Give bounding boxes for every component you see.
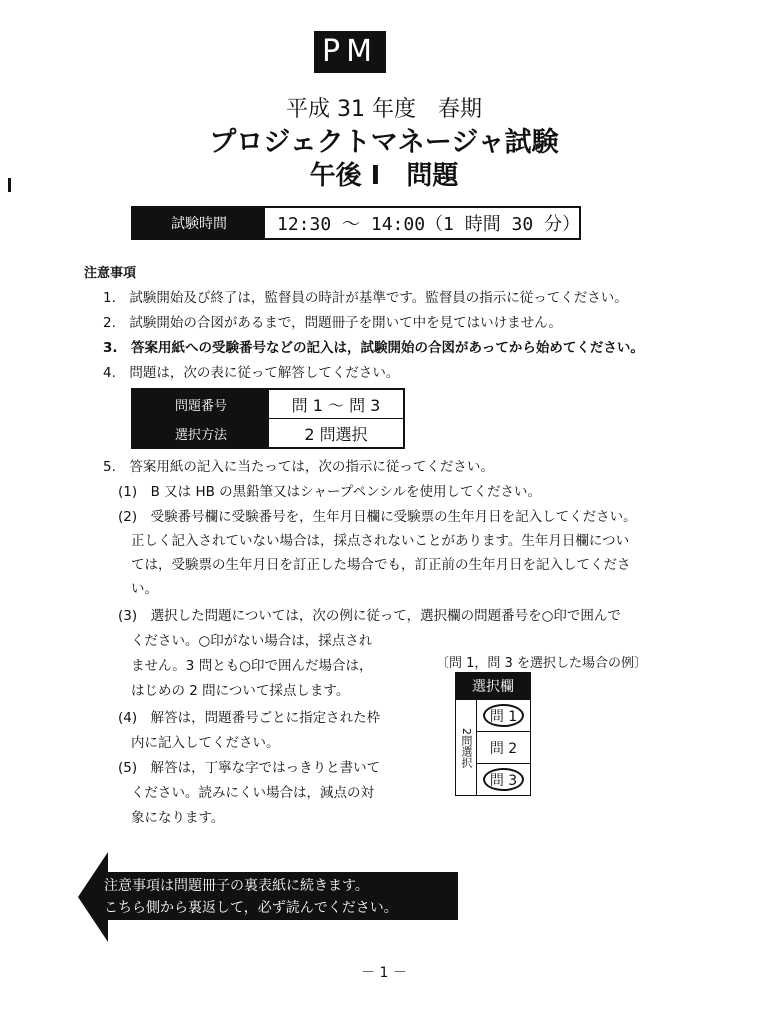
pm-badge: PM — [314, 31, 386, 73]
question-table-row — [133, 390, 403, 418]
note-1: 1. 試験開始及び終了は，監督員の時計が基準です。監督員の指示に従ってください。 — [103, 290, 628, 306]
sub-note-5c: 象になります。 — [131, 810, 225, 826]
selection-column-header: 選択欄 — [455, 672, 531, 700]
sub-note-4a: (4) 解答は，問題番号ごとに指定された枠 — [118, 710, 381, 726]
sub-note-5b: ください。読みにくい場合は，減点の対 — [131, 785, 374, 801]
selection-method-value: 2 問選択 — [304, 424, 368, 444]
note-5: 5. 答案用紙の記入に当たっては，次の指示に従ってください。 — [103, 459, 494, 475]
note-3: 3. 答案用紙への受験番号などの記入は，試験開始の合図があってから始めてください。 — [103, 340, 644, 356]
selection-side-label — [456, 700, 477, 795]
sub-note-4b: 内に記入してください。 — [131, 735, 280, 751]
example-caption: 〔問 1，問 3 を選択した場合の例〕 — [436, 656, 647, 671]
option-label: 問 2 — [489, 740, 518, 757]
option-circled — [477, 763, 530, 795]
sub-note-2d: い。 — [131, 581, 158, 597]
sub-note-2b: 正しく記入されていない場合は，採点されないことがあります。生年月日欄につい — [131, 533, 630, 549]
year-line: 平成 31 年度 春期 — [286, 97, 482, 122]
exam-time-box — [131, 206, 581, 240]
exam-time-value: 12:30 ～ 14:00（1 時間 30 分） — [277, 214, 581, 235]
exam-time-label: 試験時間 — [133, 208, 265, 238]
turn-over-notice — [104, 875, 398, 919]
selection-column — [455, 700, 531, 796]
session-title: 午後 I 問題 — [309, 161, 459, 191]
sub-note-1: (1) B 又は HB の黒鉛筆又はシャープペンシルを使用してください。 — [118, 484, 542, 500]
exam-name: プロジェクトマネージャ試験 — [209, 127, 559, 158]
sub-note-3d: はじめの 2 問について採点します。 — [131, 683, 350, 699]
selection-method-label: 選択方法 — [133, 419, 269, 447]
question-number-value: 問 1 ～ 問 3 — [291, 395, 381, 415]
question-number-label: 問題番号 — [133, 390, 269, 418]
sub-note-3a: (3) 選択した問題については，次の例に従って，選択欄の問題番号を○印で囲んで — [118, 608, 621, 624]
notes-heading: 注意事項 — [84, 266, 137, 281]
question-table — [131, 388, 405, 449]
selection-side-text: 2問選択 — [460, 727, 473, 768]
note-4: 4. 問題は，次の表に従って解答してください。 — [103, 365, 400, 381]
note-2: 2. 試験開始の合図があるまで，問題冊子を開いて中を見てはいけません。 — [103, 315, 562, 331]
option-circled — [477, 700, 530, 731]
sub-note-5a: (5) 解答は，丁寧な字ではっきりと書いて — [118, 760, 381, 776]
sub-note-2a: (2) 受験番号欄に受験番号を，生年月日欄に受験票の生年月日を記入してください。 — [118, 509, 637, 525]
option-label: 問 3 — [489, 772, 518, 789]
question-table-row — [133, 418, 403, 447]
sub-note-3c: ません。3 問とも○印で囲んだ場合は， — [131, 658, 373, 674]
option-plain — [477, 731, 530, 763]
sub-note-3b: ください。○印がない場合は，採点され — [131, 633, 373, 649]
notice-line-1: 注意事項は問題冊子の裏表紙に続きます。 — [104, 878, 369, 894]
sub-note-2c: ては，受験票の生年月日を訂正した場合でも，訂正前の生年月日を記入してくださ — [131, 557, 631, 573]
page-number: － 1 － — [361, 965, 407, 981]
selection-options — [477, 700, 530, 795]
option-label: 問 1 — [489, 708, 518, 725]
notice-line-2: こちら側から裏返して，必ず読んでください。 — [104, 900, 398, 916]
